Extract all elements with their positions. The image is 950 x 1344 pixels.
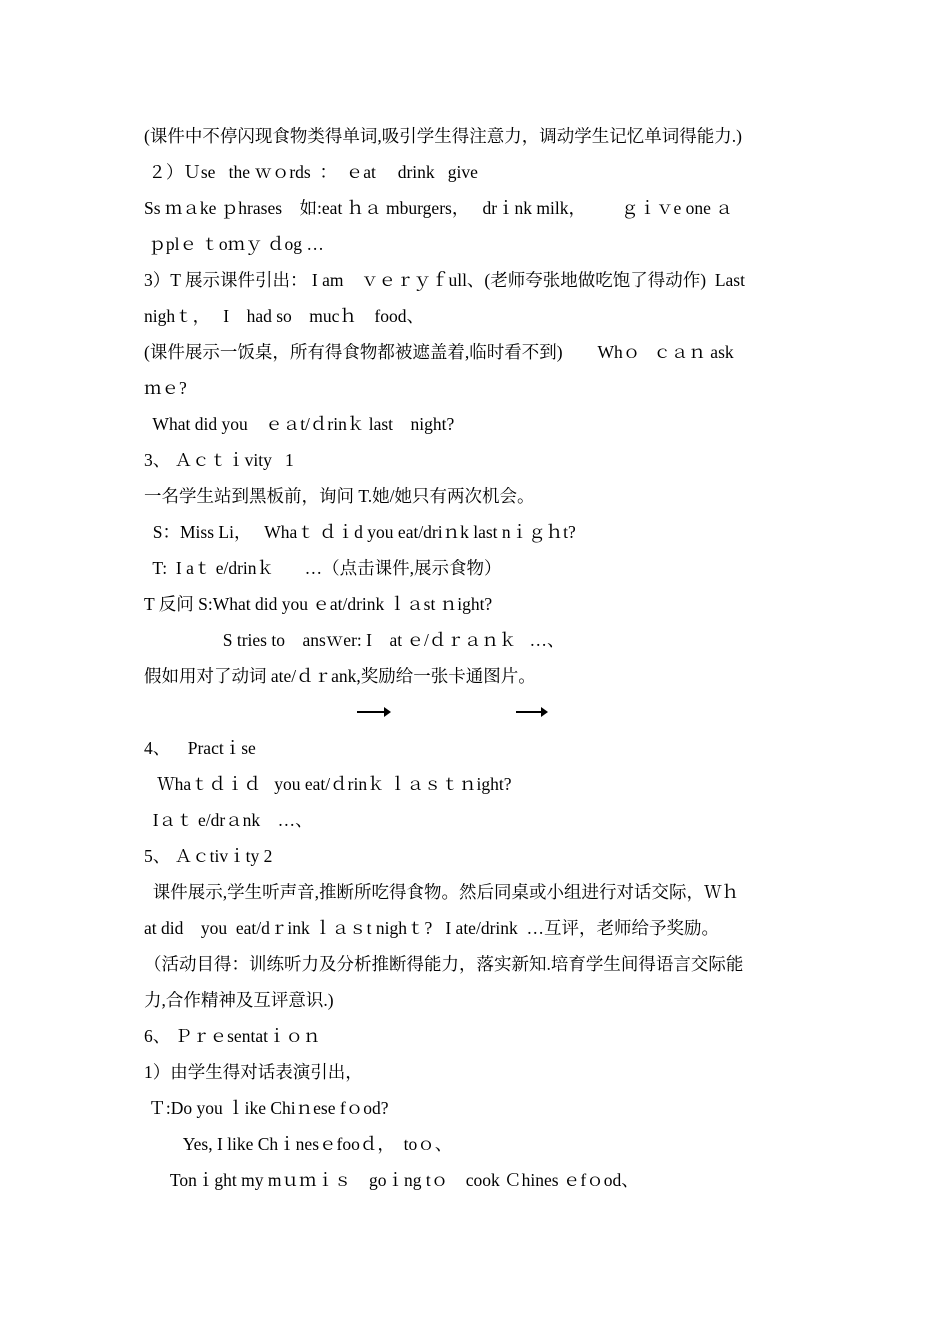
text-line-28: Ｔ:Do you ｌike Chiｎese fｏod? <box>144 1098 389 1118</box>
section-heading-practise: 4、 Practｉse <box>144 738 256 758</box>
text-line-20: Iａｔ e/drａnk …、 <box>144 810 313 830</box>
text-line-23: at did you eat/dｒink ｌａｓt nighｔ? I ate/drink …互评，老师给予奖励。 <box>144 918 720 938</box>
text-line-9: What did you ｅａt/ｄrinｋ last night? <box>144 414 455 434</box>
text-line-13: T: I aｔ e/drinｋ …（点击课件,展示食物） <box>144 558 502 578</box>
section-heading-activity-2: 5、 Ａｃtivｉty 2 <box>144 846 273 866</box>
text-line-1: (课件中不停闪现食物类得单词,吸引学生得注意力，调动学生记忆单词得能力.) <box>144 126 742 146</box>
section-heading-presentation: 6、 Ｐｒｅsentatｉｏｎ <box>144 1026 321 1046</box>
text-line-3: Ss ｍａke ｐhrases 如:eat ｈａ mburgers， drｉnk milk， ｇｉｖe one ａ <box>144 198 733 218</box>
text-line-6: nighｔ， I had so mucｈ food、 <box>144 306 424 326</box>
arrow-icon <box>516 711 542 713</box>
text-line-7: (课件展示一饭桌，所有得食物都被遮盖着,临时看不到) Whｏ ｃａｎ ask <box>144 342 734 362</box>
activity-goal-line <box>144 694 814 730</box>
text-line-5: 3）T 展示课件引出： I am ｖｅｒｙｆull、(老师夸张地做吃饱了得动作) Last <box>144 270 745 290</box>
text-line-14: T 反问 S:What did you ｅat/drink ｌａst ｎight? <box>144 594 493 614</box>
text-line-29: Yes, I like Chｉnesｅfooｄ， toｏ、 <box>144 1134 453 1154</box>
text-line-22: 课件展示,学生听声音,推断所吃得食物。然后同桌或小组进行对话交际，Ｗｈ <box>144 882 739 902</box>
text-line-24: （活动目得：训练听力及分析推断得能力，落实新知.培育学生间得语言交际能 <box>144 954 744 974</box>
text-line-27: 1）由学生得对话表演引出， <box>144 1062 363 1082</box>
section-heading-activity-1: 3、 Ａｃｔｉvity 1 <box>144 450 294 470</box>
text-line-30: Tonｉght my mｕｍｉｓ goｉng tｏ cook Ｃhines ｅfｏod、 <box>144 1170 639 1190</box>
text-line-11: 一名学生站到黑板前，询问 T.她/她只有两次机会。 <box>144 486 535 506</box>
text-line-2: ２）Ｕse the ｗｏrds ： ｅat drink give <box>144 162 478 182</box>
text-line-25: 力,合作精神及互评意识.) <box>144 990 334 1010</box>
text-line-19: Ｗhaｔｄｉｄ you eat/ｄrinｋ ｌａｓｔｎight? <box>144 774 512 794</box>
text-line-8: ｍｅ? <box>144 378 187 398</box>
text-line-12: S：Miss Li， Whaｔ ｄｉd you eat/driｎk last nｉｇｈt? <box>144 522 576 542</box>
text-line-16: 假如用对了动词 ate/ｄｒank,奖励给一张卡通图片。 <box>144 666 536 686</box>
text-line-4: ｐplｅ ｔoｍｙ ｄog … <box>144 234 324 254</box>
text-line-15: S tries to ansｗer: I at ｅ/ｄｒａｎｋ …、 <box>144 630 565 650</box>
document-page <box>144 118 814 1198</box>
arrow-icon <box>357 711 385 713</box>
